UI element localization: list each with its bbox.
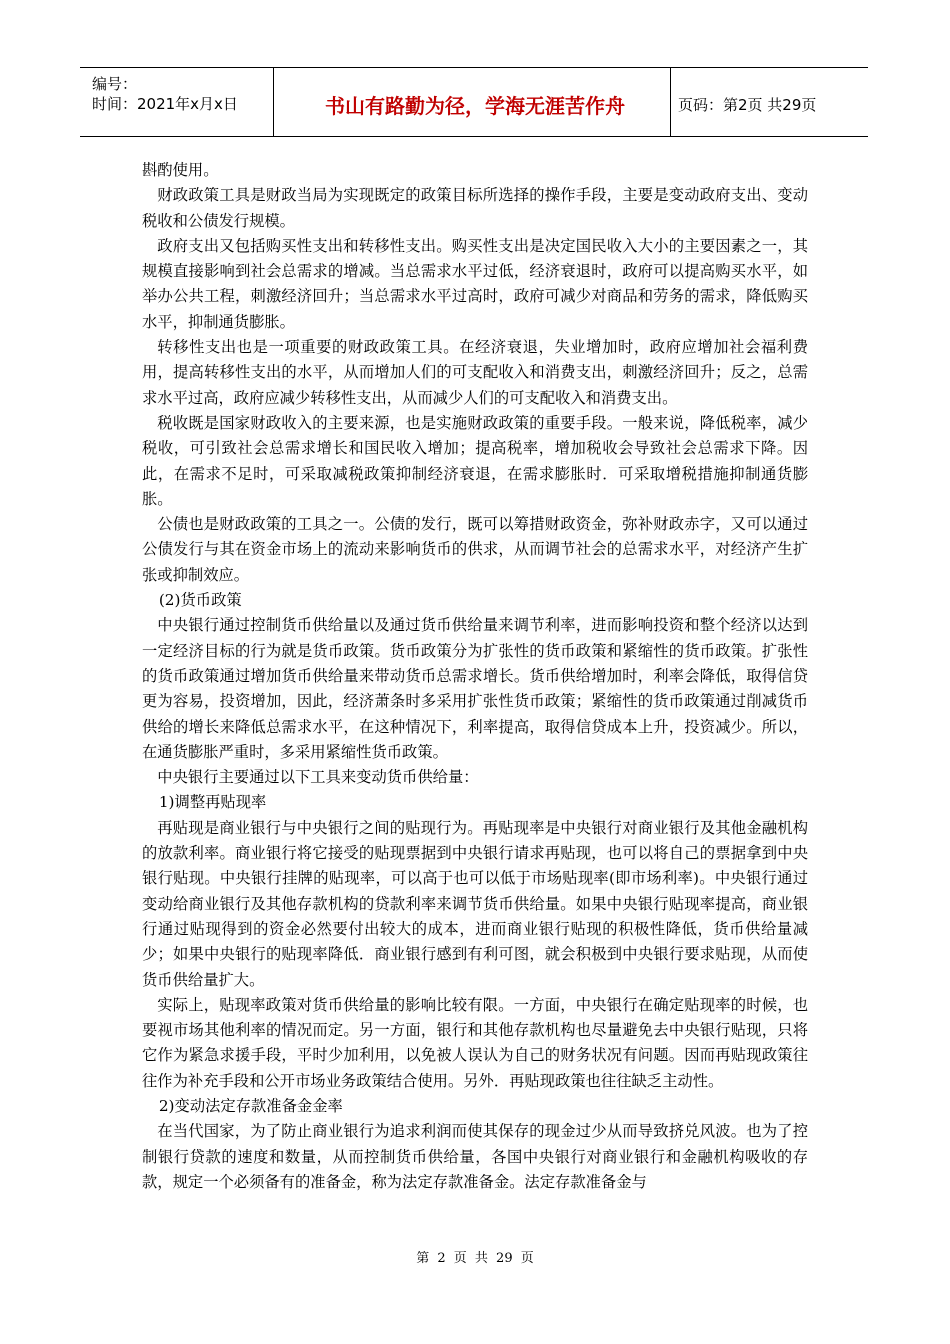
body-paragraph: 公债也是财政政策的工具之一。公债的发行，既可以筹措财政资金，弥补财政赤字，又可以通过公债发行与其在资金市场上的流动来影响货币的供求，从而调节社会的总需求水平，对经济产生扩张或抑制效应。	[142, 515, 808, 584]
body-paragraph: 中央银行主要通过以下工具来变动货币供给量：	[157, 768, 479, 787]
body-paragraph: 财政政策工具是财政当局为实现既定的政策目标所选择的操作手段，主要是变动政府支出、变动税收和公债发行规模。	[142, 186, 808, 230]
body-paragraph: 再贴现是商业银行与中央银行之间的贴现行为。再贴现率是中央银行对商业银行及其他金融机构的放款利率。商业银行将它接受的贴现票据到中央银行请求再贴现，也可以将自己的票据拿到中央银行贴现。中央银行挂牌的贴现率，可以高于也可以低于市场贴现率(即市场利率)。中央银行通过变动给商业银行及其他存款机构的贷款利率来调节货币供给量。如果中央银行贴现率提高，商业银行通过贴现得到的资金必然要付出较大的成本，进而商业银行贴现的积极性降低，货币供给量减少；如果中央银行的贴现率降低．商业银行感到有利可图，就会积极到中央银行要求贴现，从而使货币供给量扩大。	[142, 818, 808, 989]
body-paragraph: 政府支出又包括购买性支出和转移性支出。购买性支出是决定国民收入大小的主要因素之一，其规模直接影响到社会总需求的增减。当总需求水平过低，经济衰退时，政府可以提高购买水平，如举办公共工程，刺激经济回升；当总需求水平过高时，政府可减少对商品和劳务的需求，降低购买水平，抑制通货膨胀。	[142, 236, 808, 331]
subsection-heading: 2)变动法定存款准备金金率	[158, 1096, 343, 1115]
subsection-heading: 1)调整再贴现率	[158, 793, 267, 812]
page-header	[80, 67, 868, 137]
body-paragraph: 在当代国家，为了防止商业银行为追求利润而使其保存的现金过少从而导致挤兑风波。也为了控制银行贷款的速度和数量，从而控制货币供给量，各国中央银行对商业银行和金融机构吸收的存款，规定一个必须备有的准备金，称为法定存款准备金。法定存款准备金与	[142, 1122, 808, 1191]
section-heading: (2)货币政策	[158, 591, 242, 610]
body-paragraph: 中央银行通过控制货币供给量以及通过货币供给量来调节利率，进而影响投资和整个经济以达到一定经济目标的行为就是货币政策。货币政策分为扩张性的货币政策和紧缩性的货币政策。扩张性的货币政策通过增加货币供给量来带动货币总需求增长。货币供给增加时，利率会降低，取得信贷更为容易，投资增加，因此，经济萧条时多采用扩张性货币政策；紧缩性的货币政策通过削减货币供给的增长来降低总需求水平，在这种情况下，利率提高，取得信贷成本上升，投资减少。所以，在通货膨胀严重时，多采用紧缩性货币政策。	[142, 616, 808, 761]
header-page-info: 页码：第2页 共29页	[678, 96, 817, 114]
body-paragraph: 斟酌使用。	[142, 161, 219, 179]
document-body	[142, 158, 808, 1195]
document-number-label: 编号：	[92, 75, 138, 93]
document-date-label: 时间：2021年x月x日	[92, 95, 238, 113]
header-motto: 书山有路勤为径，学海无涯苦作舟	[325, 94, 625, 118]
body-paragraph: 税收既是国家财政收入的主要来源，也是实施财政政策的重要手段。一般来说，降低税率，减少税收，可引致社会总需求增长和国民收入增加；提高税率，增加税收会导致社会总需求下降。因此，在需求不足时，可采取减税政策抑制经济衰退，在需求膨胀时．可采取增税措施抑制通货膨胀。	[142, 413, 808, 508]
header-meta	[92, 74, 238, 114]
header-divider	[273, 68, 274, 136]
header-divider	[670, 68, 671, 136]
body-paragraph: 转移性支出也是一项重要的财政政策工具。在经济衰退，失业增加时，政府应增加社会福利费用，提高转移性支出的水平，从而增加人们的可支配收入和消费支出，刺激经济回升；反之，总需求水平过高，政府应减少转移性支出，从而减少人们的可支配收入和消费支出。	[142, 338, 808, 407]
page-footer: 第 2 页 共 29 页	[416, 1251, 534, 1266]
body-paragraph: 实际上，贴现率政策对货币供给量的影响比较有限。一方面，中央银行在确定贴现率的时候，也要视市场其他利率的情况而定。另一方面，银行和其他存款机构也尽量避免去中央银行贴现，只将它作为紧急求援手段，平时少加利用，以免被人误认为自己的财务状况有问题。因而再贴现政策往往作为补充手段和公开市场业务政策结合使用。另外．再贴现政策也往往缺乏主动性。	[142, 995, 808, 1090]
